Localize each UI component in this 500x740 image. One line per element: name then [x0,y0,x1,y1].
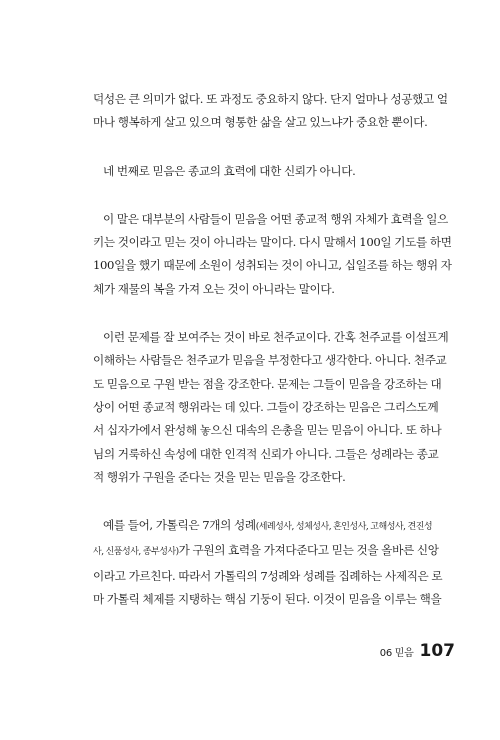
text-line: 이런 문제를 잘 보여주는 것이 바로 천주교이다. 간혹 천주교를 이설프게 [103,330,449,345]
text-line: 적 행위가 구원을 준다는 것을 믿는 믿음을 강조한다. [93,469,346,484]
body-text [93,88,455,636]
text-line: 키는 것이라고 믿는 것이 아니라는 말이다. 다시 말해서 100일 기도를 하면 [93,235,452,250]
page-footer [380,641,455,661]
paragraph-2 [93,160,455,183]
text-line: 체가 재물의 복을 가져 오는 것이 아니라는 말이다. [93,281,335,296]
text-line: 이해하는 사람들은 천주교가 믿음을 부정한다고 생각한다. 아니다. 천주교 [93,353,447,368]
text-line: 덕성은 큰 의미가 없다. 또 과정도 중요하지 않다. 단지 얼마나 성공했고 얼 [93,92,448,106]
paragraph-3 [93,208,455,301]
paragraph-4 [93,326,455,489]
text-line: 마 가톨릭 체제를 지탱하는 핵심 기둥이 된다. 이것이 믿음을 이루는 핵을 [93,592,442,607]
text-line: 님의 거룩하신 속성에 대한 인격적 신뢰가 아니다. 그들은 성례라는 종교 [93,446,439,461]
text-line: 도 믿음으로 구원 받는 점을 강조한다. 문제는 그들이 믿음을 강조하는 대 [93,376,442,391]
text-line: 이라고 가르친다. 따라서 가톨릭의 7성례와 성례를 집례하는 사제직은 로 [93,568,443,583]
chapter-label: 06 믿음 [379,648,414,659]
text-line [93,514,455,539]
page-number: 107 [419,641,455,661]
text-line: 이 말은 대부분의 사람들이 믿음을 어떤 종교적 행위 자체가 효력을 일으 [103,211,448,226]
text-run: 가 구원의 효력을 가져다준다고 믿는 것을 올바른 신앙 [178,543,439,558]
paragraph-1 [93,88,455,135]
footnote-inline-text: 사, 신품성사, 종부성사) [93,547,179,558]
footnote-inline-text: (세례성사, 성체성사, 혼인성사, 고해성사, 견진성 [255,522,433,533]
text-line: 네 번째로 믿음은 종교의 효력에 대한 신뢰가 아니다. [103,163,356,178]
text-line: 마나 행복하게 살고 있으며 형통한 삶을 살고 있느냐가 중요한 뿐이다. [93,115,428,130]
text-line: 100일을 했기 때문에 소원이 성취되는 것이 아니고, 십일조를 하는 행위 자 [93,258,452,273]
text-line: 상이 어떤 종교적 행위라는 데 있다. 그들이 강조하는 믿음은 그리스도께 [93,399,439,414]
text-run: 예를 들어, 가톨릭은 7개의 성례 [103,518,256,533]
paragraph-5 [93,514,455,611]
text-line: 서 십자가에서 완성해 놓으신 대속의 은총을 믿는 믿음이 아니다. 또 하나 [93,423,442,438]
text-line [93,539,455,564]
